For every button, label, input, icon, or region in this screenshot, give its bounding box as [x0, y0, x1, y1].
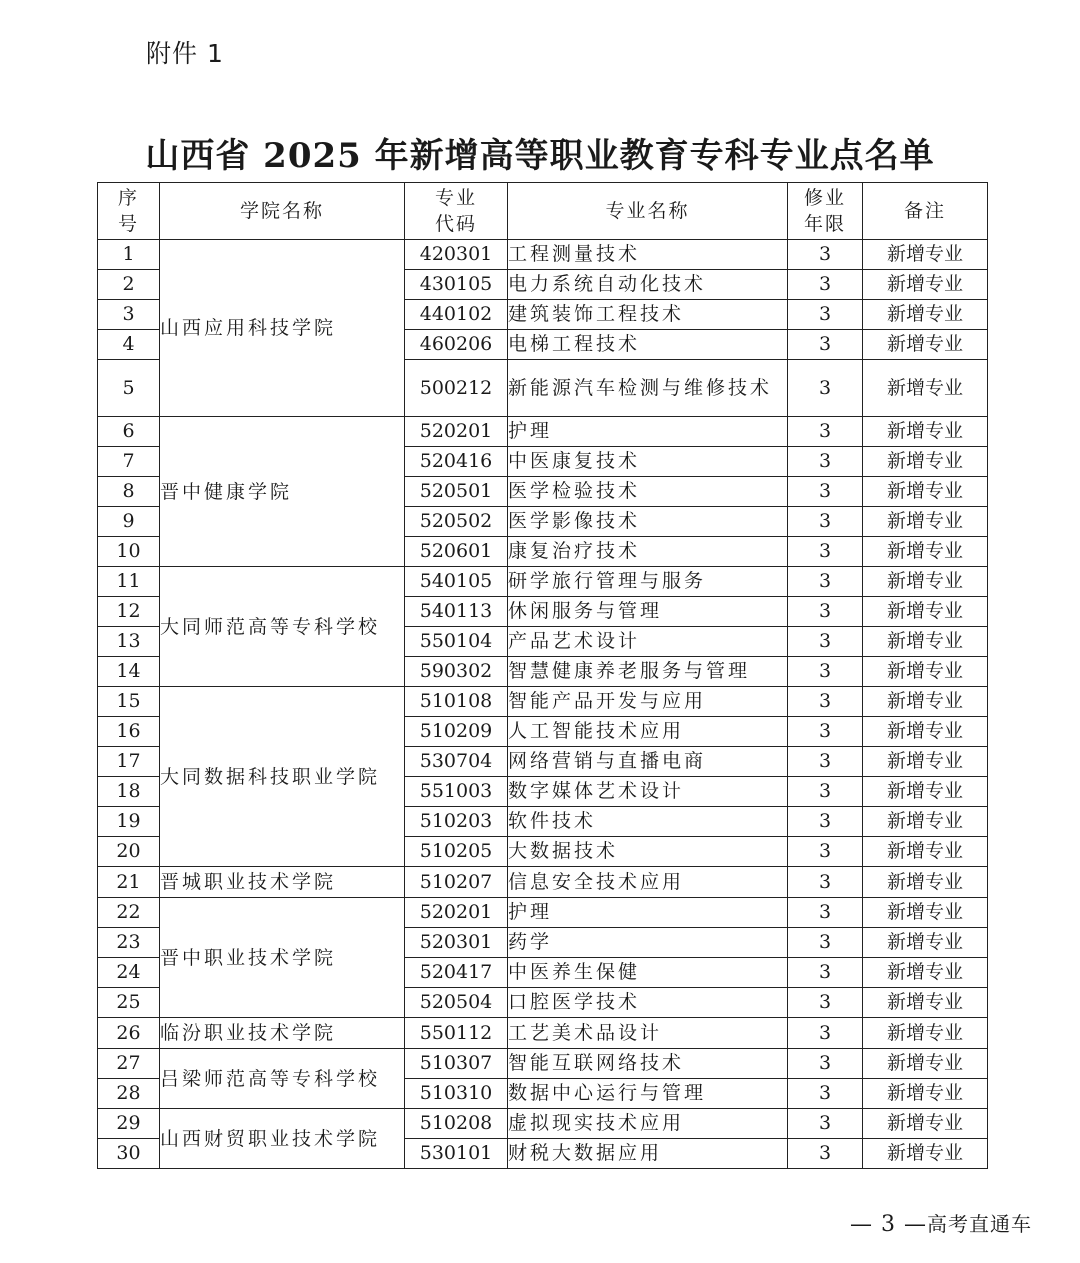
table-row	[98, 898, 988, 928]
row-number: 5	[98, 360, 160, 417]
major-name: 研学旅行管理与服务	[508, 567, 788, 597]
major-code: 430105	[405, 270, 508, 300]
study-years: 3	[788, 687, 863, 717]
major-name: 数字媒体艺术设计	[508, 777, 788, 807]
school-name: 山西应用科技学院	[160, 240, 405, 417]
major-code: 510307	[405, 1049, 508, 1079]
study-years: 3	[788, 928, 863, 958]
row-number: 4	[98, 330, 160, 360]
table-header-row	[98, 183, 988, 240]
row-number: 18	[98, 777, 160, 807]
row-number: 26	[98, 1018, 160, 1049]
row-number: 19	[98, 807, 160, 837]
major-name: 医学检验技术	[508, 477, 788, 507]
remark: 新增专业	[863, 807, 988, 837]
major-code: 520504	[405, 988, 508, 1018]
major-name: 电梯工程技术	[508, 330, 788, 360]
major-name: 工艺美术品设计	[508, 1018, 788, 1049]
row-number: 8	[98, 477, 160, 507]
study-years: 3	[788, 537, 863, 567]
study-years: 3	[788, 330, 863, 360]
major-name: 口腔医学技术	[508, 988, 788, 1018]
major-code: 520501	[405, 477, 508, 507]
major-code: 520417	[405, 958, 508, 988]
remark: 新增专业	[863, 867, 988, 898]
watermark-text: 高考直通车	[926, 1212, 1032, 1236]
remark: 新增专业	[863, 717, 988, 747]
remark: 新增专业	[863, 567, 988, 597]
major-name: 护理	[508, 898, 788, 928]
row-number: 11	[98, 567, 160, 597]
major-code: 420301	[405, 240, 508, 270]
remark: 新增专业	[863, 417, 988, 447]
remark: 新增专业	[863, 1079, 988, 1109]
remark: 新增专业	[863, 928, 988, 958]
remark: 新增专业	[863, 988, 988, 1018]
remark: 新增专业	[863, 1139, 988, 1169]
table-body	[98, 240, 988, 1169]
table-row	[98, 1018, 988, 1049]
study-years: 3	[788, 657, 863, 687]
row-number: 16	[98, 717, 160, 747]
row-number: 13	[98, 627, 160, 657]
study-years: 3	[788, 837, 863, 867]
table-row	[98, 687, 988, 717]
major-name: 智慧健康养老服务与管理	[508, 657, 788, 687]
study-years: 3	[788, 477, 863, 507]
study-years: 3	[788, 1049, 863, 1079]
major-name: 中医康复技术	[508, 447, 788, 477]
major-code: 510209	[405, 717, 508, 747]
remark: 新增专业	[863, 1049, 988, 1079]
table-row	[98, 867, 988, 898]
study-years: 3	[788, 958, 863, 988]
study-years: 3	[788, 567, 863, 597]
study-years: 3	[788, 447, 863, 477]
major-name: 产品艺术设计	[508, 627, 788, 657]
table-row	[98, 1109, 988, 1139]
study-years: 3	[788, 747, 863, 777]
remark: 新增专业	[863, 447, 988, 477]
school-name: 晋中职业技术学院	[160, 898, 405, 1018]
major-code: 540113	[405, 597, 508, 627]
remark: 新增专业	[863, 1018, 988, 1049]
remark: 新增专业	[863, 270, 988, 300]
table-row	[98, 1049, 988, 1079]
study-years: 3	[788, 867, 863, 898]
attachment-label: 附件 1	[146, 39, 224, 68]
row-number: 3	[98, 300, 160, 330]
major-code: 440102	[405, 300, 508, 330]
row-number: 25	[98, 988, 160, 1018]
school-name: 大同数据科技职业学院	[160, 687, 405, 867]
remark: 新增专业	[863, 657, 988, 687]
major-name: 护理	[508, 417, 788, 447]
table-row	[98, 240, 988, 270]
remark: 新增专业	[863, 300, 988, 330]
remark: 新增专业	[863, 777, 988, 807]
study-years: 3	[788, 270, 863, 300]
header-school: 学院名称	[160, 183, 405, 240]
major-name: 工程测量技术	[508, 240, 788, 270]
remark: 新增专业	[863, 537, 988, 567]
row-number: 2	[98, 270, 160, 300]
study-years: 3	[788, 1018, 863, 1049]
major-code: 510207	[405, 867, 508, 898]
major-code: 550112	[405, 1018, 508, 1049]
study-years: 3	[788, 1139, 863, 1169]
remark: 新增专业	[863, 958, 988, 988]
page-footer	[850, 1208, 1032, 1237]
school-name: 山西财贸职业技术学院	[160, 1109, 405, 1169]
majors-table	[97, 182, 988, 1169]
row-number: 28	[98, 1079, 160, 1109]
major-code: 520201	[405, 898, 508, 928]
row-number: 7	[98, 447, 160, 477]
row-number: 17	[98, 747, 160, 777]
major-code: 510205	[405, 837, 508, 867]
study-years: 3	[788, 898, 863, 928]
remark: 新增专业	[863, 477, 988, 507]
study-years: 3	[788, 988, 863, 1018]
row-number: 10	[98, 537, 160, 567]
major-name: 智能产品开发与应用	[508, 687, 788, 717]
row-number: 22	[98, 898, 160, 928]
header-years: 修业 年限	[788, 183, 863, 240]
major-name: 休闲服务与管理	[508, 597, 788, 627]
row-number: 6	[98, 417, 160, 447]
header-major: 专业名称	[508, 183, 788, 240]
remark: 新增专业	[863, 330, 988, 360]
school-name: 晋中健康学院	[160, 417, 405, 567]
major-code: 530101	[405, 1139, 508, 1169]
study-years: 3	[788, 360, 863, 417]
school-name: 晋城职业技术学院	[160, 867, 405, 898]
major-code: 590302	[405, 657, 508, 687]
major-name: 康复治疗技术	[508, 537, 788, 567]
major-name: 大数据技术	[508, 837, 788, 867]
major-code: 530704	[405, 747, 508, 777]
study-years: 3	[788, 1079, 863, 1109]
row-number: 27	[98, 1049, 160, 1079]
major-code: 510108	[405, 687, 508, 717]
document-title: 山西省 2025 年新增高等职业教育专科专业点名单	[145, 136, 935, 176]
major-code: 510208	[405, 1109, 508, 1139]
header-note: 备注	[863, 183, 988, 240]
study-years: 3	[788, 777, 863, 807]
major-code: 520201	[405, 417, 508, 447]
major-name: 建筑装饰工程技术	[508, 300, 788, 330]
major-code: 520601	[405, 537, 508, 567]
major-name: 软件技术	[508, 807, 788, 837]
row-number: 15	[98, 687, 160, 717]
major-name: 中医养生保健	[508, 958, 788, 988]
remark: 新增专业	[863, 507, 988, 537]
major-code: 551003	[405, 777, 508, 807]
major-name: 财税大数据应用	[508, 1139, 788, 1169]
major-code: 510310	[405, 1079, 508, 1109]
remark: 新增专业	[863, 240, 988, 270]
study-years: 3	[788, 597, 863, 627]
school-name: 吕梁师范高等专科学校	[160, 1049, 405, 1109]
remark: 新增专业	[863, 1109, 988, 1139]
major-name: 信息安全技术应用	[508, 867, 788, 898]
school-name: 大同师范高等专科学校	[160, 567, 405, 687]
major-code: 520502	[405, 507, 508, 537]
major-code: 460206	[405, 330, 508, 360]
major-name: 虚拟现实技术应用	[508, 1109, 788, 1139]
major-code: 510203	[405, 807, 508, 837]
major-name: 新能源汽车检测与维修技术	[508, 360, 788, 417]
remark: 新增专业	[863, 360, 988, 417]
remark: 新增专业	[863, 747, 988, 777]
row-number: 9	[98, 507, 160, 537]
row-number: 1	[98, 240, 160, 270]
row-number: 21	[98, 867, 160, 898]
study-years: 3	[788, 1109, 863, 1139]
remark: 新增专业	[863, 627, 988, 657]
major-code: 520416	[405, 447, 508, 477]
row-number: 20	[98, 837, 160, 867]
major-code: 550104	[405, 627, 508, 657]
study-years: 3	[788, 507, 863, 537]
row-number: 30	[98, 1139, 160, 1169]
major-name: 药学	[508, 928, 788, 958]
study-years: 3	[788, 417, 863, 447]
row-number: 14	[98, 657, 160, 687]
major-name: 智能互联网络技术	[508, 1049, 788, 1079]
table-row	[98, 417, 988, 447]
major-code: 520301	[405, 928, 508, 958]
remark: 新增专业	[863, 597, 988, 627]
major-name: 数据中心运行与管理	[508, 1079, 788, 1109]
header-code: 专业 代码	[405, 183, 508, 240]
row-number: 23	[98, 928, 160, 958]
study-years: 3	[788, 627, 863, 657]
page-number: — 3 —	[850, 1212, 927, 1237]
major-name: 电力系统自动化技术	[508, 270, 788, 300]
major-name: 网络营销与直播电商	[508, 747, 788, 777]
remark: 新增专业	[863, 687, 988, 717]
study-years: 3	[788, 717, 863, 747]
study-years: 3	[788, 300, 863, 330]
major-name: 医学影像技术	[508, 507, 788, 537]
table-row	[98, 567, 988, 597]
study-years: 3	[788, 807, 863, 837]
header-no: 序 号	[98, 183, 160, 240]
major-code: 500212	[405, 360, 508, 417]
remark: 新增专业	[863, 898, 988, 928]
row-number: 29	[98, 1109, 160, 1139]
study-years: 3	[788, 240, 863, 270]
row-number: 24	[98, 958, 160, 988]
remark: 新增专业	[863, 837, 988, 867]
major-code: 540105	[405, 567, 508, 597]
major-name: 人工智能技术应用	[508, 717, 788, 747]
school-name: 临汾职业技术学院	[160, 1018, 405, 1049]
row-number: 12	[98, 597, 160, 627]
